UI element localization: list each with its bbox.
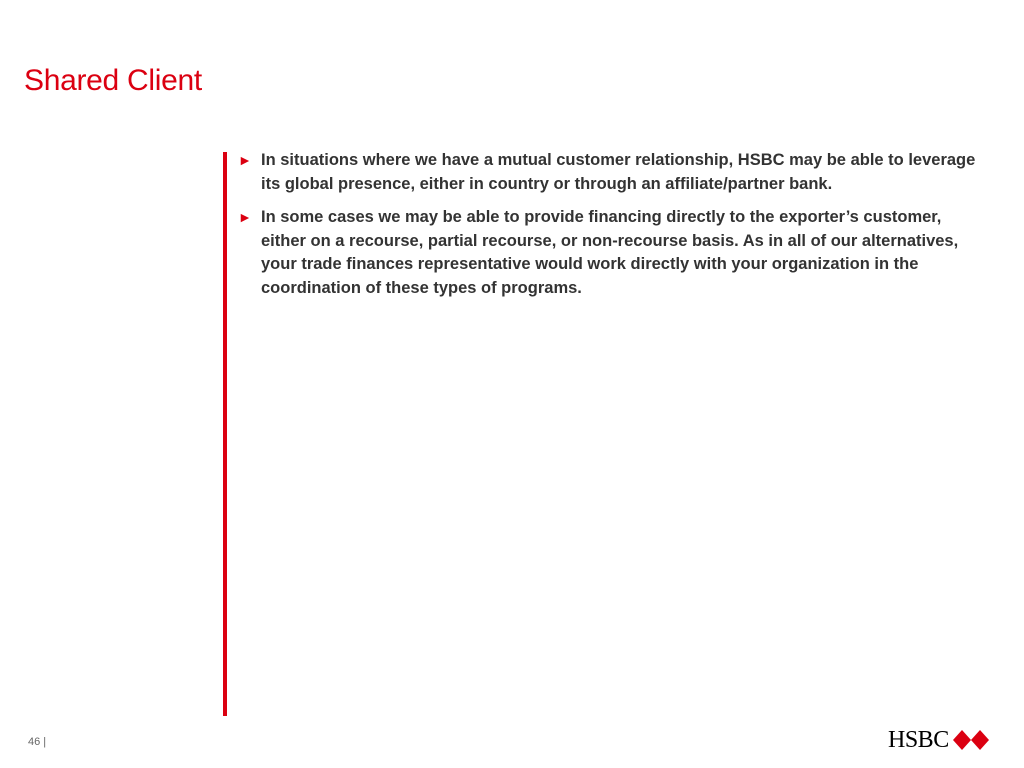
bullet-item	[238, 206, 978, 300]
accent-divider-line	[223, 152, 227, 716]
bullet-arrow-icon: ►	[238, 152, 252, 168]
hsbc-logo	[888, 726, 989, 754]
bullet-item	[238, 149, 978, 196]
hexagon-logo-icon	[953, 730, 989, 750]
bullet-arrow-icon: ►	[238, 209, 252, 225]
bullet-list	[238, 149, 978, 310]
bullet-text: In some cases we may be able to provide financing directly to the exporter’s customer, either on a recourse, partial recourse, or non-recourse basis. As in all of our alternatives, your trade finances representative would work directly with your organization in the coordination of these types of programs.	[261, 208, 959, 297]
slide-title: Shared Client	[24, 64, 202, 97]
page-number: 46 |	[28, 736, 47, 748]
logo-text: HSBC	[888, 726, 949, 753]
bullet-text: In situations where we have a mutual customer relationship, HSBC may be able to leverage its global presence, either in country or through an affiliate/partner bank.	[261, 151, 976, 193]
